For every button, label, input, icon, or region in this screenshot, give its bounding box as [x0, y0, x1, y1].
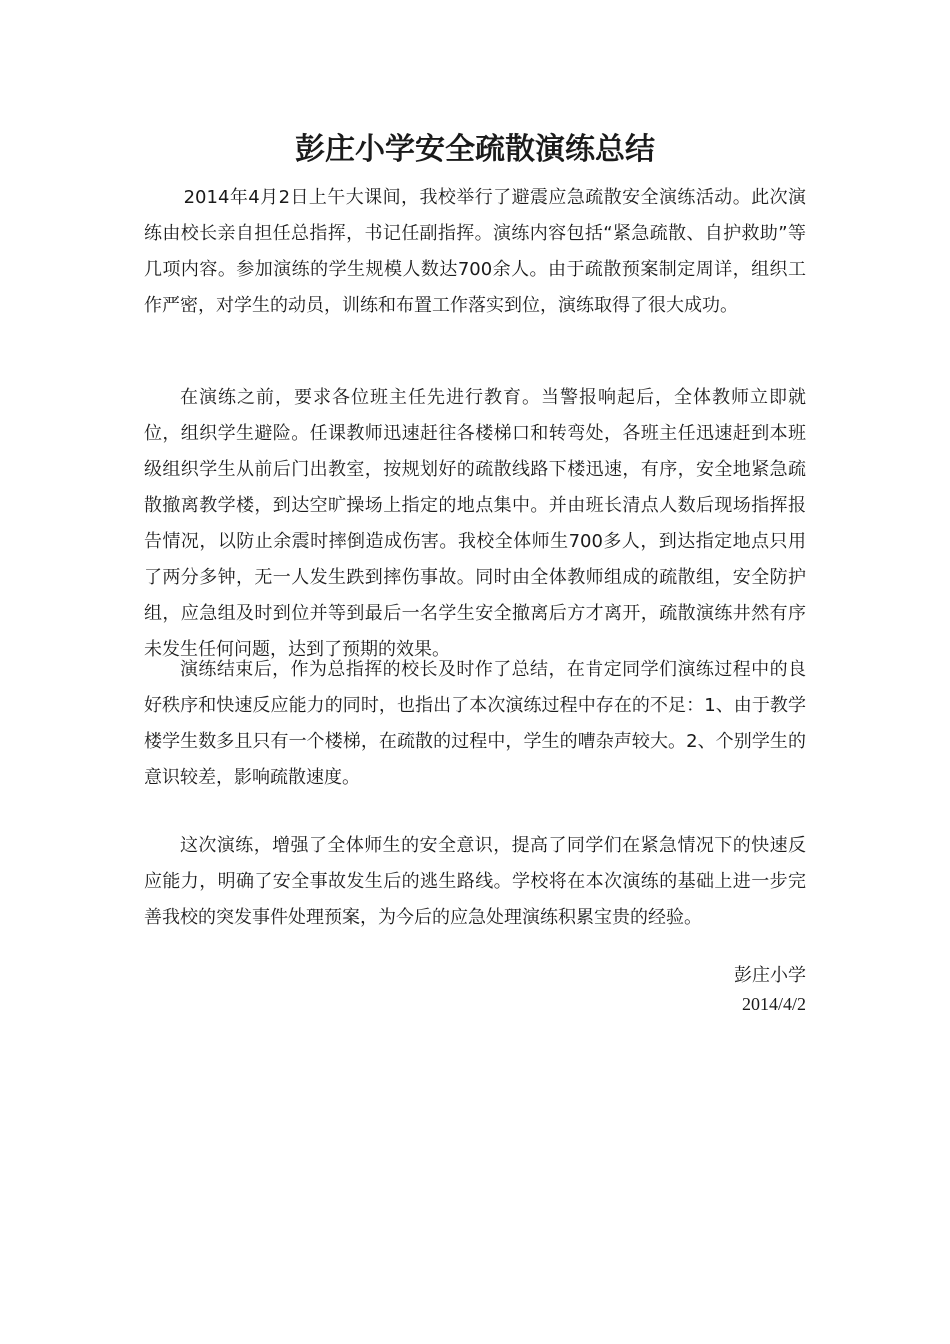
signature-block: [734, 962, 806, 1018]
paragraph-process: 在演练之前，要求各位班主任先进行教育。当警报响起后，全体教师立即就位，组织学生避险。任课教师迅速赶往各楼梯口和转弯处，各班主任迅速赶到本班级组织学生从前后门出教室，按规划好的疏散线路下楼迅速，有序，安全地紧急疏散撤离教学楼，到达空旷操场上指定的地点集中。并由班长清点人数后现场指挥报告情况，以防止余震时摔倒造成伤害。我校全体师生700多人，到达指定地点只用了两分多钟，无一人发生跌到摔伤事故。同时由全体教师组成的疏散组，安全防护组，应急组及时到位并等到最后一名学生安全撤离后方才离开，疏散演练井然有序未发生任何问题，达到了预期的效果。: [144, 387, 806, 660]
paragraph-review: 演练结束后，作为总指挥的校长及时作了总结，在肯定同学们演练过程中的良好秩序和快速反应能力的同时，也指出了本次演练过程中存在的不足：1、由于教学楼学生数多且只有一个楼梯，在疏散的过程中，学生的嘈杂声较大。2、个别学生的意识较差，影响疏散速度。: [144, 659, 806, 788]
paragraph-intro: 2014年4月2日上午大课间，我校举行了避震应急疏散安全演练活动。此次演练由校长亲自担任总指挥，书记任副指挥。演练内容包括“紧急疏散、自护救助”等几项内容。参加演练的学生规模人数达700余人。由于疏散预案制定周详，组织工作严密，对学生的动员，训练和布置工作落实到位，演练取得了很大成功。: [144, 187, 806, 316]
signature-date: 2014/4/2: [741, 994, 806, 1014]
paragraph-conclusion: 这次演练，增强了全体师生的安全意识，提高了同学们在紧急情况下的快速反应能力，明确了安全事故发生后的逃生路线。学校将在本次演练的基础上进一步完善我校的突发事件处理预案，为今后的应急处理演练积累宝贵的经验。: [144, 835, 806, 928]
document-title: 彭庄小学安全疏散演练总结: [295, 132, 655, 167]
signature-organization: 彭庄小学: [734, 965, 806, 986]
